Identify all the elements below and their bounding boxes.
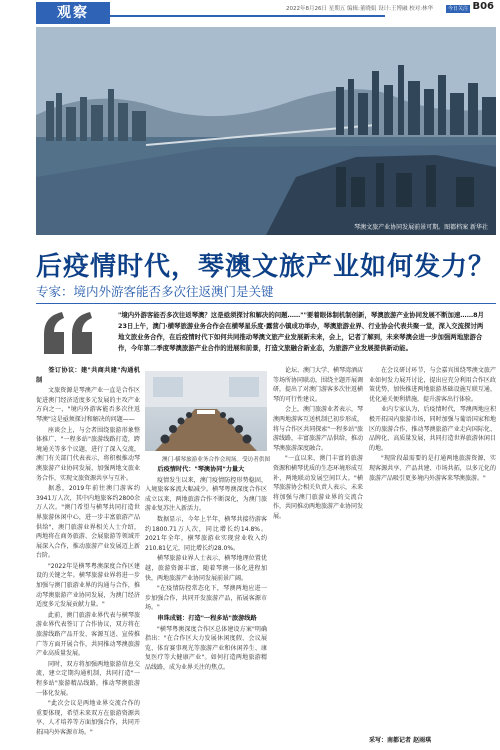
hero-caption: 琴澳文旅产业协同发展前景可期。图都档案 新华社 — [354, 224, 488, 231]
paragraph: 数据显示，今年上半年，横琴共接待游客约1800.71万人次，同比增长约14.8%。2021年全年，横琴旅游业实现营业收入约210.81亿元，同比增长约28.0%。 — [145, 515, 267, 552]
paragraph: 据悉，2019年前往澳门游客约3941万人次，其中内地旅客约2800余万人次。"澳门希望与横琴共同打造世界旅游休闲中心，进一步丰富旅游产品供给"，澳门旅游业界相关人士介绍，两地将在商务旅游、会展旅游等领域开展深入合作，推动旅游产业发展迈上新台阶。 — [36, 485, 140, 560]
meeting-photo-caption: 澳门·横琴旅游业务合作会现场。受访者供图 — [162, 457, 271, 463]
paragraph: 此前，澳门旅游业界代表与横琴旅游业界代表签订了合作协议，双方将在旅游线路产品开发、客源互送、宣传推广等方面开展合作，共同推动琴澳旅游产业高质量发展。 — [36, 611, 140, 658]
issue-meta: 2022年8月26日 星期五 编辑:董晓娟 设计:王博融 校对:林华 — [286, 6, 434, 12]
city-skyline-illustration — [36, 27, 496, 235]
page-number: B06 — [472, 1, 494, 12]
article-column-4 — [369, 366, 496, 732]
paragraph: "一直以来，澳门丰富的旅游资源和横琴优质的生态环境形成互补，两地联动发展空间巨大。"横琴旅游协会相关负责人表示，未来将加强与澳门旅游业界的交流合作，共同推动两地旅游产业协同发展。 — [273, 455, 364, 520]
hero-photo — [36, 27, 496, 235]
paragraph: 座谈会上，与会者围绕旅游形象整体推广、"一程多站"旅游线路打造，跨境通关等多个议题，进行了深入交流，澳门有关部门代表表示，将积极推动琴澳旅游产业协同发展，加强两地文旅业务合作，实现文旅资源共享与互补。 — [36, 426, 140, 482]
paragraph: "2022年是横琴粤澳深度合作区建设的关键之年。横琴旅游业界将进一步加强与澳门旅游业界的沟通与合作，推动琴澳旅游产业协同发展，为澳门经济适度多元发展贡献力量。" — [36, 562, 140, 609]
article-column-2 — [145, 465, 267, 735]
paragraph: 业内专家认为，后疫情时代，琴澳两地应积极开拓国内旅游市场，同时加强与葡语国家和地区的旅游合作，推动琴澳旅游产业走向国际化、品牌化、高质量发展，共同打造世界旅游休闲目的地。 — [369, 406, 496, 452]
paragraph: 同时，双方将加强两地旅游信息交流，建立定期沟通机制，共同打造"一程多站"旅游精品线路，推动琴澳旅游一体化发展。 — [36, 660, 140, 697]
paragraph: "横琴粤澳深度合作区总体建设方案"明确指出："在合作区大力发展休闲度假、会议展览、体育赛事观光等旅游产业和休闲养生、康复医疗等大健康产业"。如何打造两地旅游精品线路，成为业界关注的焦点。 — [145, 625, 267, 671]
paragraph: 横琴旅游业界人士表示，横琴地理位置优越，旅游资源丰富，随着琴澳一体化进程加快，两地旅游产业协同发展前景广阔。 — [145, 555, 267, 582]
paragraph: 文旅资源是琴澳产业一直是合作区促进澳门经济适度多元发展的主攻产业方向之一，"境内外游客能否多次往返琴澳"这是亟须探讨和解决的问题—— — [36, 387, 140, 423]
paragraph: "在疫情防控常态化下，琴澳两地应进一步加强合作，共同开发旅游产品，拓展客源市场。" — [145, 585, 267, 612]
paragraph: "此次会议是两地业界交流合作的重要体现，希望未来双方在旅游资源共享、人才培养等方面加强合作，共同开拓国内外客源市场。" — [36, 700, 140, 736]
headline-rule — [36, 303, 496, 304]
subheadline: 专家：境内外游客能否多次往返澳门是关键 — [36, 284, 274, 299]
lead-paragraph: "境内外游客能否多次往返琴澳？这是亟须探讨和解决的问题……""要着眼体制机制创新，琴澳旅游产业协同发展不断加速……8月23日上午，澳门·横琴旅游业务合作会在横琴星乐度·露营小镇成功举办，琴澳旅游业界、行业协会代表共聚一堂，深入交流探讨两地文旅业务合作，在后疫情时代下如何共同推动琴澳文旅产业发展新未来，会上，记者了解到，未来琴澳会进一步加强两地旅游合作，今年第二季度琴澳旅游产业合作的进展和前景，打造文旅融合新业态，为旅游产业发展提供新动能。 — [118, 311, 484, 352]
article-column-3 — [273, 366, 363, 736]
section-tag: 观察 — [36, 2, 110, 24]
masthead — [0, 0, 500, 26]
quote-mark-icon — [40, 310, 100, 356]
meeting-photo — [145, 371, 267, 451]
byline: 采写：南都记者 赵雨琪 — [369, 737, 432, 744]
section-heading: 后疫情时代："琴澳协同"力量大 — [157, 466, 245, 473]
paragraph: 疫情发生以来，澳门疫情防控形势稳固，入境旅客客流大幅减少。横琴粤澳深度合作区成立以来，两地旅游合作不断深化，为澳门旅游业复苏注入新活力。 — [145, 476, 267, 513]
paragraph: 会上，澳门旅游业者表示，琴澳两地游客互送机制已初步形成，将与合作区共同探索"一程多站"旅游线路，丰富旅游产品供给，推动琴澳旅游深度融合。 — [273, 406, 364, 452]
article-column-1 — [36, 366, 140, 736]
badge: 今日关注 — [447, 6, 468, 12]
paragraph: 论坛、澳门大学、横琴湾酒店等场所协同联动，围绕主题开展调研，提出了对澳门游客多次往返横琴的可行性建议。 — [273, 367, 364, 403]
section-heading: 串珠成链：打造"一程多站"旅游线路 — [157, 614, 257, 622]
headline: 后疫情时代，琴澳文旅产业如何发力？ — [36, 252, 496, 282]
paragraph: "现阶段最需要的是打通两地旅游资源，实现客源共享、产品共建、市场共拓，以多元化的旅游产品吸引更多境内外游客来琴澳旅游。" — [369, 455, 496, 482]
paragraph: 在会议研讨环节，与会嘉宾围绕琴澳文旅产业如何发力展开讨论，提出应充分利用合作区政策优势，加快推进两地旅游基础设施互联互通，优化通关便利措施，提升游客出行体验。 — [369, 367, 496, 403]
section-heading: 签订协议：建"共商共建"沟通机制 — [36, 367, 140, 384]
masthead-rule — [110, 15, 385, 17]
meeting-room-illustration — [145, 371, 267, 451]
